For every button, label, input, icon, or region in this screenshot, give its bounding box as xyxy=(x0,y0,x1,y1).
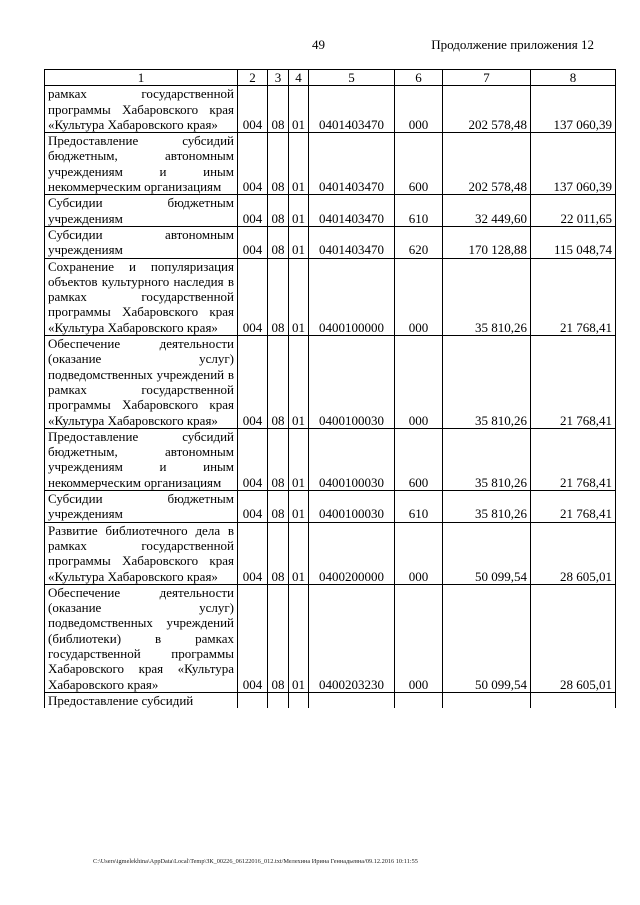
footer-file-path: C:\Users\igmelekhina\AppData\Local\Temp\ЗК_00226_06122016_012.txt/Мелехина Ирина Геннадьевна/09.12.2016 10:11:55 xyxy=(93,858,418,865)
subsection-cell: 01 xyxy=(289,258,309,335)
subsection-cell: 01 xyxy=(289,522,309,584)
amount-actual-cell: 21 768,41 xyxy=(531,336,616,429)
section-cell xyxy=(268,692,289,708)
amount-actual-cell: 28 605,01 xyxy=(531,584,616,692)
target-article-cell: 0401403470 xyxy=(309,226,395,258)
section-cell: 08 xyxy=(268,258,289,335)
expense-type-cell: 000 xyxy=(395,584,443,692)
admin-code-cell: 004 xyxy=(238,522,268,584)
table-body xyxy=(45,70,616,709)
admin-code-cell: 004 xyxy=(238,336,268,429)
expense-type-cell: 610 xyxy=(395,195,443,227)
table-row xyxy=(45,195,616,227)
page-subtitle: Продолжение приложения 12 xyxy=(431,37,594,52)
row-name-cell: Субсидии бюджетным учреждениям xyxy=(45,195,238,227)
amount-actual-cell: 28 605,01 xyxy=(531,522,616,584)
amount-actual-cell: 22 011,65 xyxy=(531,195,616,227)
admin-code-cell: 004 xyxy=(238,86,268,133)
table-row xyxy=(45,584,616,692)
table-row xyxy=(45,491,616,523)
subsection-cell xyxy=(289,692,309,708)
section-cell: 08 xyxy=(268,133,289,195)
target-article-cell: 0400100030 xyxy=(309,336,395,429)
amount-plan-cell: 35 810,26 xyxy=(443,258,531,335)
amount-plan-cell: 202 578,48 xyxy=(443,86,531,133)
amount-actual-cell: 21 768,41 xyxy=(531,258,616,335)
table-header-row xyxy=(45,70,616,86)
amount-actual-cell: 115 048,74 xyxy=(531,226,616,258)
subsection-cell: 01 xyxy=(289,86,309,133)
expense-type-cell xyxy=(395,692,443,708)
target-article-cell: 0400203230 xyxy=(309,584,395,692)
admin-code-cell: 004 xyxy=(238,584,268,692)
column-header: 4 xyxy=(289,70,309,86)
row-name-cell: Развитие библиотечного дела в рамках государственной программы Хабаровского края «Культура Хабаровского края» xyxy=(45,522,238,584)
amount-plan-cell: 170 128,88 xyxy=(443,226,531,258)
column-header: 1 xyxy=(45,70,238,86)
expense-type-cell: 610 xyxy=(395,491,443,523)
admin-code-cell: 004 xyxy=(238,428,268,490)
column-header: 7 xyxy=(443,70,531,86)
section-cell: 08 xyxy=(268,86,289,133)
row-name-cell: Субсидии автономным учреждениям xyxy=(45,226,238,258)
target-article-cell: 0401403470 xyxy=(309,86,395,133)
expense-type-cell: 600 xyxy=(395,133,443,195)
table-row xyxy=(45,258,616,335)
subsection-cell: 01 xyxy=(289,491,309,523)
column-header: 6 xyxy=(395,70,443,86)
amount-actual-cell xyxy=(531,692,616,708)
admin-code-cell: 004 xyxy=(238,195,268,227)
row-name-cell: Обеспечение деятельности (оказание услуг) подведомственных учреждений (библиотеки) в рамках государственной программы Хабаровского края «Культура Хабаровского края» xyxy=(45,584,238,692)
target-article-cell: 0400100030 xyxy=(309,428,395,490)
row-name-cell: Сохранение и популяризация объектов культурного наследия в рамках государственной программы Хабаровского края «Культура Хабаровского края» xyxy=(45,258,238,335)
row-name-cell: Предоставление субсидий бюджетным, автономным учреждениям и иным некоммерческим организациям xyxy=(45,133,238,195)
table-row xyxy=(45,522,616,584)
column-header: 3 xyxy=(268,70,289,86)
target-article-cell xyxy=(309,692,395,708)
table-row xyxy=(45,336,616,429)
row-name-cell: Обеспечение деятельности (оказание услуг) подведомственных учреждений в рамках государственной программы Хабаровского края «Культура Хабаровского края» xyxy=(45,336,238,429)
table-row xyxy=(45,86,616,133)
subsection-cell: 01 xyxy=(289,336,309,429)
amount-plan-cell: 202 578,48 xyxy=(443,133,531,195)
expense-type-cell: 000 xyxy=(395,258,443,335)
amount-actual-cell: 21 768,41 xyxy=(531,491,616,523)
admin-code-cell: 004 xyxy=(238,258,268,335)
amount-plan-cell: 32 449,60 xyxy=(443,195,531,227)
subsection-cell: 01 xyxy=(289,226,309,258)
amount-plan-cell: 35 810,26 xyxy=(443,336,531,429)
amount-plan-cell: 50 099,54 xyxy=(443,584,531,692)
amount-actual-cell: 137 060,39 xyxy=(531,86,616,133)
page-number: 49 xyxy=(312,37,325,52)
row-name-cell: Субсидии бюджетным учреждениям xyxy=(45,491,238,523)
expense-type-cell: 000 xyxy=(395,522,443,584)
target-article-cell: 0400100000 xyxy=(309,258,395,335)
target-article-cell: 0400200000 xyxy=(309,522,395,584)
row-name-cell: Предоставление субсидий xyxy=(45,692,238,708)
subsection-cell: 01 xyxy=(289,133,309,195)
table-row-partial xyxy=(45,692,616,708)
table-row xyxy=(45,133,616,195)
row-name-cell: Предоставление субсидий бюджетным, автономным учреждениям и иным некоммерческим организациям xyxy=(45,428,238,490)
admin-code-cell xyxy=(238,692,268,708)
budget-table xyxy=(44,69,616,708)
expense-type-cell: 600 xyxy=(395,428,443,490)
column-header: 5 xyxy=(309,70,395,86)
subsection-cell: 01 xyxy=(289,195,309,227)
section-cell: 08 xyxy=(268,522,289,584)
target-article-cell: 0401403470 xyxy=(309,133,395,195)
expense-type-cell: 000 xyxy=(395,86,443,133)
admin-code-cell: 004 xyxy=(238,226,268,258)
table-row xyxy=(45,226,616,258)
expense-type-cell: 000 xyxy=(395,336,443,429)
subsection-cell: 01 xyxy=(289,584,309,692)
table-row xyxy=(45,428,616,490)
section-cell: 08 xyxy=(268,428,289,490)
section-cell: 08 xyxy=(268,491,289,523)
subsection-cell: 01 xyxy=(289,428,309,490)
amount-plan-cell xyxy=(443,692,531,708)
amount-actual-cell: 137 060,39 xyxy=(531,133,616,195)
section-cell: 08 xyxy=(268,226,289,258)
row-name-cell: рамках государственной программы Хабаровского края «Культура Хабаровского края» xyxy=(45,86,238,133)
section-cell: 08 xyxy=(268,336,289,429)
amount-plan-cell: 35 810,26 xyxy=(443,491,531,523)
column-header: 2 xyxy=(238,70,268,86)
target-article-cell: 0400100030 xyxy=(309,491,395,523)
amount-actual-cell: 21 768,41 xyxy=(531,428,616,490)
section-cell: 08 xyxy=(268,584,289,692)
amount-plan-cell: 50 099,54 xyxy=(443,522,531,584)
target-article-cell: 0401403470 xyxy=(309,195,395,227)
column-header: 8 xyxy=(531,70,616,86)
admin-code-cell: 004 xyxy=(238,133,268,195)
section-cell: 08 xyxy=(268,195,289,227)
amount-plan-cell: 35 810,26 xyxy=(443,428,531,490)
admin-code-cell: 004 xyxy=(238,491,268,523)
expense-type-cell: 620 xyxy=(395,226,443,258)
